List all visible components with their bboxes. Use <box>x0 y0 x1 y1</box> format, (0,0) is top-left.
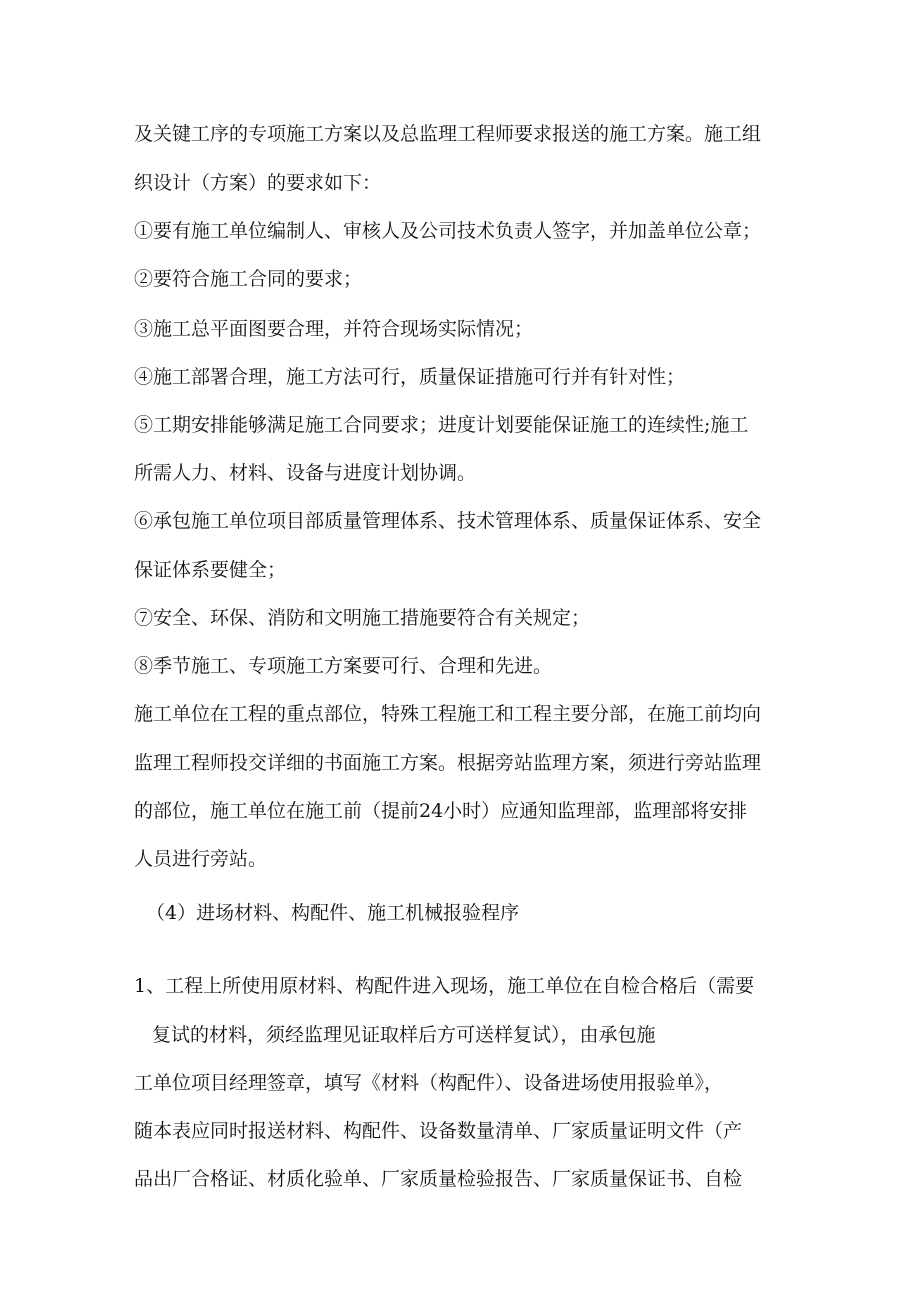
section-heading: （4）进场材料、构配件、施工机械报验程序 <box>146 902 520 924</box>
text-line: 施工单位在工程的重点部位，特殊工程施工和工程主要分部，在施工前均向 <box>134 703 762 725</box>
text-line: ⑦安全、环保、消防和文明施工措施要符合有关规定； <box>134 607 591 629</box>
text-line: ③施工总平面图要合理，并符合现场实际情况； <box>134 318 534 340</box>
text-line: ⑤工期安排能够满足施工合同要求；进度计划要能保证施工的连续性;施工 <box>134 414 749 436</box>
text-line: 人员进行旁站。 <box>134 848 268 870</box>
text-line: 织设计（方案）的要求如下： <box>134 172 382 194</box>
text-line: 工单位项目经理签章，填写《材料（构配件）、设备进场使用报验单》， <box>134 1072 724 1094</box>
text-line: 所需人力、材料、设备与进度计划协调。 <box>134 462 477 484</box>
text-line: ⑧季节施工、专项施工方案要可行、合理和先进。 <box>134 655 553 677</box>
text-line: 及关键工序的专项施工方案以及总监理工程师要求报送的施工方案。施工组 <box>134 123 762 145</box>
text-line: 1、工程上所使用原材料、构配件进入现场，施工单位在自检合格后（需要 <box>134 975 755 997</box>
text-line: 品出厂合格证、材质化验单、厂家质量检验报告、厂家质量保证书、自检 <box>134 1168 743 1190</box>
text-line: 保证体系要健全； <box>134 559 287 581</box>
text-line: 随本表应同时报送材料、构配件、设备数量清单、厂家质量证明文件（产 <box>134 1120 743 1142</box>
text-line: 的部位，施工单位在施工前（提前24小时）应通知监理部，监理部将安排 <box>134 800 748 822</box>
text-line: ②要符合施工合同的要求； <box>134 268 363 290</box>
text-line: 复试的材料，须经监理见证取样后方可送样复试），由承包施 <box>152 1024 656 1046</box>
text-line: 监理工程师投交详细的书面施工方案。根据旁站监理方案，须进行旁站监理 <box>134 752 762 774</box>
text-line: ④施工部署合理，施工方法可行，质量保证措施可行并有针对性； <box>134 366 686 388</box>
text-line: ①要有施工单位编制人、审核人及公司技术负责人签字，并加盖单位公章； <box>134 220 762 242</box>
text-line: ⑥承包施工单位项目部质量管理体系、技术管理体系、质量保证体系、安全 <box>134 510 762 532</box>
